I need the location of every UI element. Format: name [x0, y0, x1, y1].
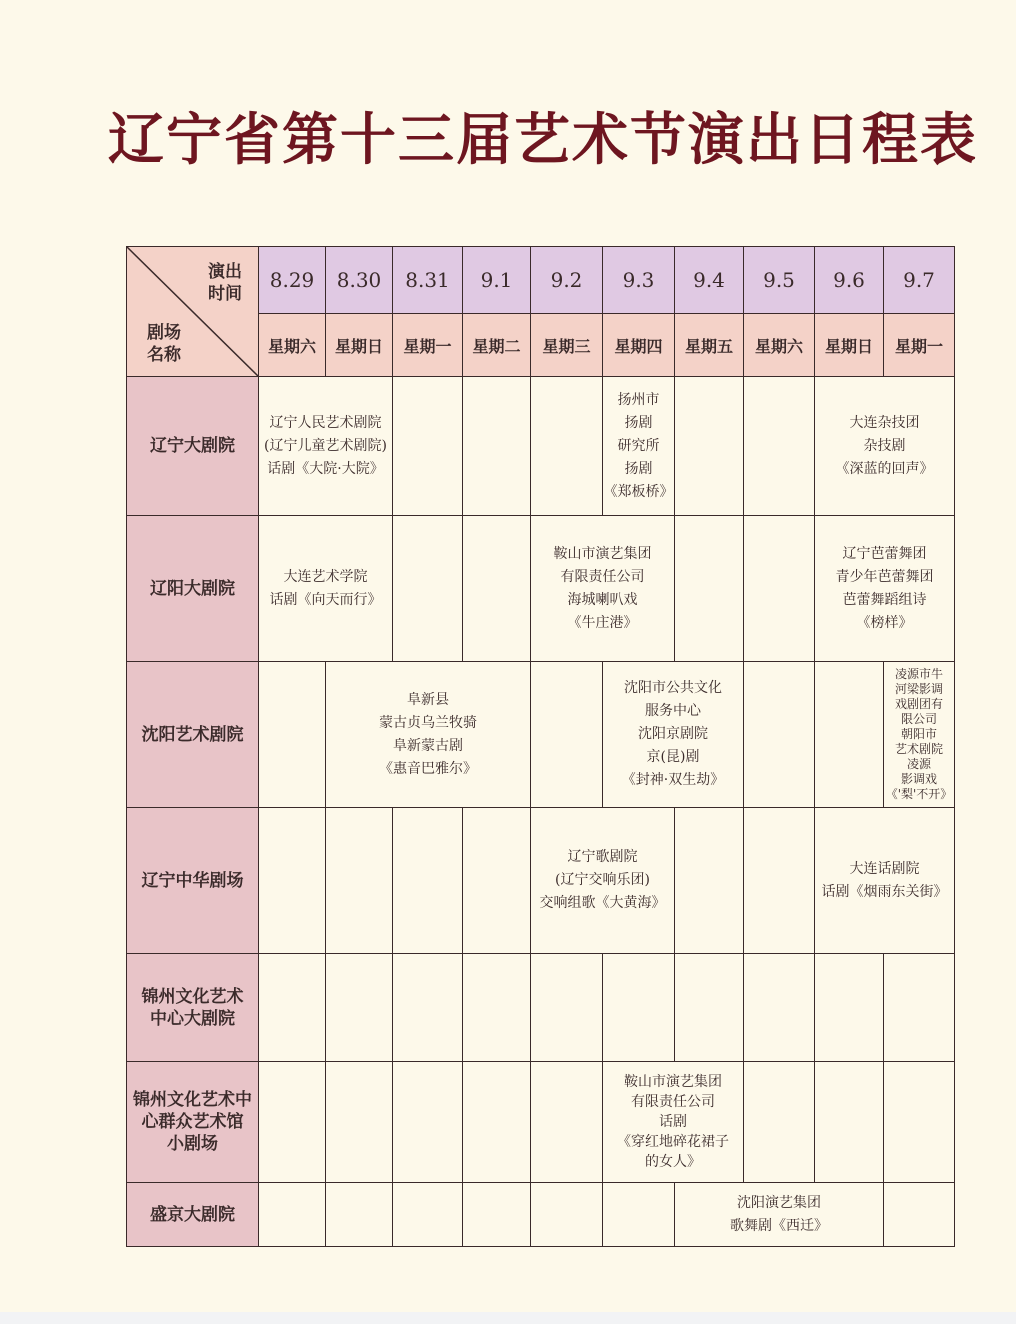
empty-cell — [531, 954, 603, 1062]
weekday-cell: 星期五 — [675, 314, 744, 377]
page-footer-strip — [0, 1312, 1016, 1324]
empty-cell — [393, 808, 463, 954]
performance-cell: 大连话剧院 话剧《烟雨东关街》 — [815, 808, 955, 954]
empty-cell — [259, 662, 326, 808]
weekday-cell: 星期六 — [744, 314, 815, 377]
weekday-cell: 星期日 — [326, 314, 393, 377]
table-row — [127, 1062, 955, 1183]
corner-label-venue-text: 剧场 名称 — [147, 323, 181, 365]
weekday-cell: 星期日 — [815, 314, 884, 377]
venue-name: 辽宁中华剧场 — [127, 808, 259, 954]
empty-cell — [884, 1183, 955, 1247]
table-row — [127, 662, 955, 808]
empty-cell — [815, 1062, 884, 1183]
empty-cell — [744, 954, 815, 1062]
empty-cell — [815, 954, 884, 1062]
empty-cell — [531, 377, 603, 516]
empty-cell — [675, 516, 744, 662]
performance-cell: 沈阳演艺集团 歌舞剧《西迁》 — [675, 1183, 884, 1247]
performance-cell: 辽宁人民艺术剧院 (辽宁儿童艺术剧院) 话剧《大院·大院》 — [259, 377, 393, 516]
empty-cell — [603, 954, 675, 1062]
performance-cell: 凌源市牛 河梁影调 戏剧团有 限公司 朝阳市 艺术剧院 凌源 影调戏 《'梨'不开》 — [884, 662, 955, 808]
weekday-cell: 星期一 — [393, 314, 463, 377]
empty-cell — [531, 662, 603, 808]
empty-cell — [744, 377, 815, 516]
empty-cell — [326, 1062, 393, 1183]
empty-cell — [744, 662, 815, 808]
empty-cell — [393, 1062, 463, 1183]
empty-cell — [884, 954, 955, 1062]
empty-cell — [463, 377, 531, 516]
table-row — [127, 377, 955, 516]
date-cell: 9.1 — [463, 247, 531, 314]
empty-cell — [259, 1183, 326, 1247]
empty-cell — [744, 1062, 815, 1183]
empty-cell — [744, 808, 815, 954]
table-row — [127, 954, 955, 1062]
empty-cell — [326, 808, 393, 954]
date-row — [127, 247, 955, 314]
empty-cell — [463, 808, 531, 954]
table-row — [127, 516, 955, 662]
page-title: 辽宁省第十三届艺术节演出日程表 — [108, 107, 978, 173]
table-row — [127, 1183, 955, 1247]
weekday-cell: 星期三 — [531, 314, 603, 377]
corner-label-venue — [147, 322, 181, 366]
empty-cell — [675, 377, 744, 516]
venue-name: 锦州文化艺术中 心群众艺术馆 小剧场 — [127, 1062, 259, 1183]
empty-cell — [603, 1183, 675, 1247]
empty-cell — [675, 954, 744, 1062]
empty-cell — [463, 1183, 531, 1247]
date-cell: 8.30 — [326, 247, 393, 314]
empty-cell — [815, 662, 884, 808]
empty-cell — [326, 954, 393, 1062]
venue-name: 沈阳艺术剧院 — [127, 662, 259, 808]
date-cell: 8.31 — [393, 247, 463, 314]
performance-cell: 扬州市 扬剧 研究所 扬剧 《郑板桥》 — [603, 377, 675, 516]
empty-cell — [259, 808, 326, 954]
empty-cell — [531, 1062, 603, 1183]
empty-cell — [259, 1062, 326, 1183]
empty-cell — [531, 1183, 603, 1247]
performance-cell: 辽宁歌剧院 (辽宁交响乐团) 交响组歌《大黄海》 — [531, 808, 675, 954]
empty-cell — [393, 377, 463, 516]
performance-cell: 大连艺术学院 话剧《向天而行》 — [259, 516, 393, 662]
date-cell: 9.6 — [815, 247, 884, 314]
empty-cell — [393, 516, 463, 662]
venue-name: 盛京大剧院 — [127, 1183, 259, 1247]
date-cell: 9.4 — [675, 247, 744, 314]
performance-cell: 辽宁芭蕾舞团 青少年芭蕾舞团 芭蕾舞蹈组诗 《榜样》 — [815, 516, 955, 662]
weekday-cell: 星期二 — [463, 314, 531, 377]
performance-cell: 阜新县 蒙古贞乌兰牧骑 阜新蒙古剧 《惠音巴雅尔》 — [326, 662, 531, 808]
empty-cell — [393, 954, 463, 1062]
date-cell: 9.7 — [884, 247, 955, 314]
empty-cell — [259, 954, 326, 1062]
performance-cell: 鞍山市演艺集团 有限责任公司 话剧 《穿红地碎花裙子 的女人》 — [603, 1062, 744, 1183]
performance-cell: 鞍山市演艺集团 有限责任公司 海城喇叭戏 《牛庄港》 — [531, 516, 675, 662]
performance-cell: 大连杂技团 杂技剧 《深蓝的回声》 — [815, 377, 955, 516]
table-row — [127, 808, 955, 954]
weekday-cell: 星期一 — [884, 314, 955, 377]
corner-label-time-text: 演出 时间 — [208, 262, 242, 304]
empty-cell — [463, 1062, 531, 1183]
empty-cell — [326, 1183, 393, 1247]
empty-cell — [884, 1062, 955, 1183]
empty-cell — [675, 808, 744, 954]
weekday-cell: 星期四 — [603, 314, 675, 377]
date-cell: 9.2 — [531, 247, 603, 314]
venue-name: 锦州文化艺术 中心大剧院 — [127, 954, 259, 1062]
schedule-table — [126, 246, 955, 1247]
date-cell: 9.5 — [744, 247, 815, 314]
header-corner — [127, 247, 259, 377]
weekday-cell: 星期六 — [259, 314, 326, 377]
empty-cell — [463, 516, 531, 662]
date-cell: 8.29 — [259, 247, 326, 314]
performance-cell: 沈阳市公共文化 服务中心 沈阳京剧院 京(昆)剧 《封神·双生劫》 — [603, 662, 744, 808]
empty-cell — [463, 954, 531, 1062]
date-cell: 9.3 — [603, 247, 675, 314]
empty-cell — [744, 516, 815, 662]
corner-label-time — [208, 261, 242, 305]
empty-cell — [393, 1183, 463, 1247]
venue-name: 辽宁大剧院 — [127, 377, 259, 516]
venue-name: 辽阳大剧院 — [127, 516, 259, 662]
